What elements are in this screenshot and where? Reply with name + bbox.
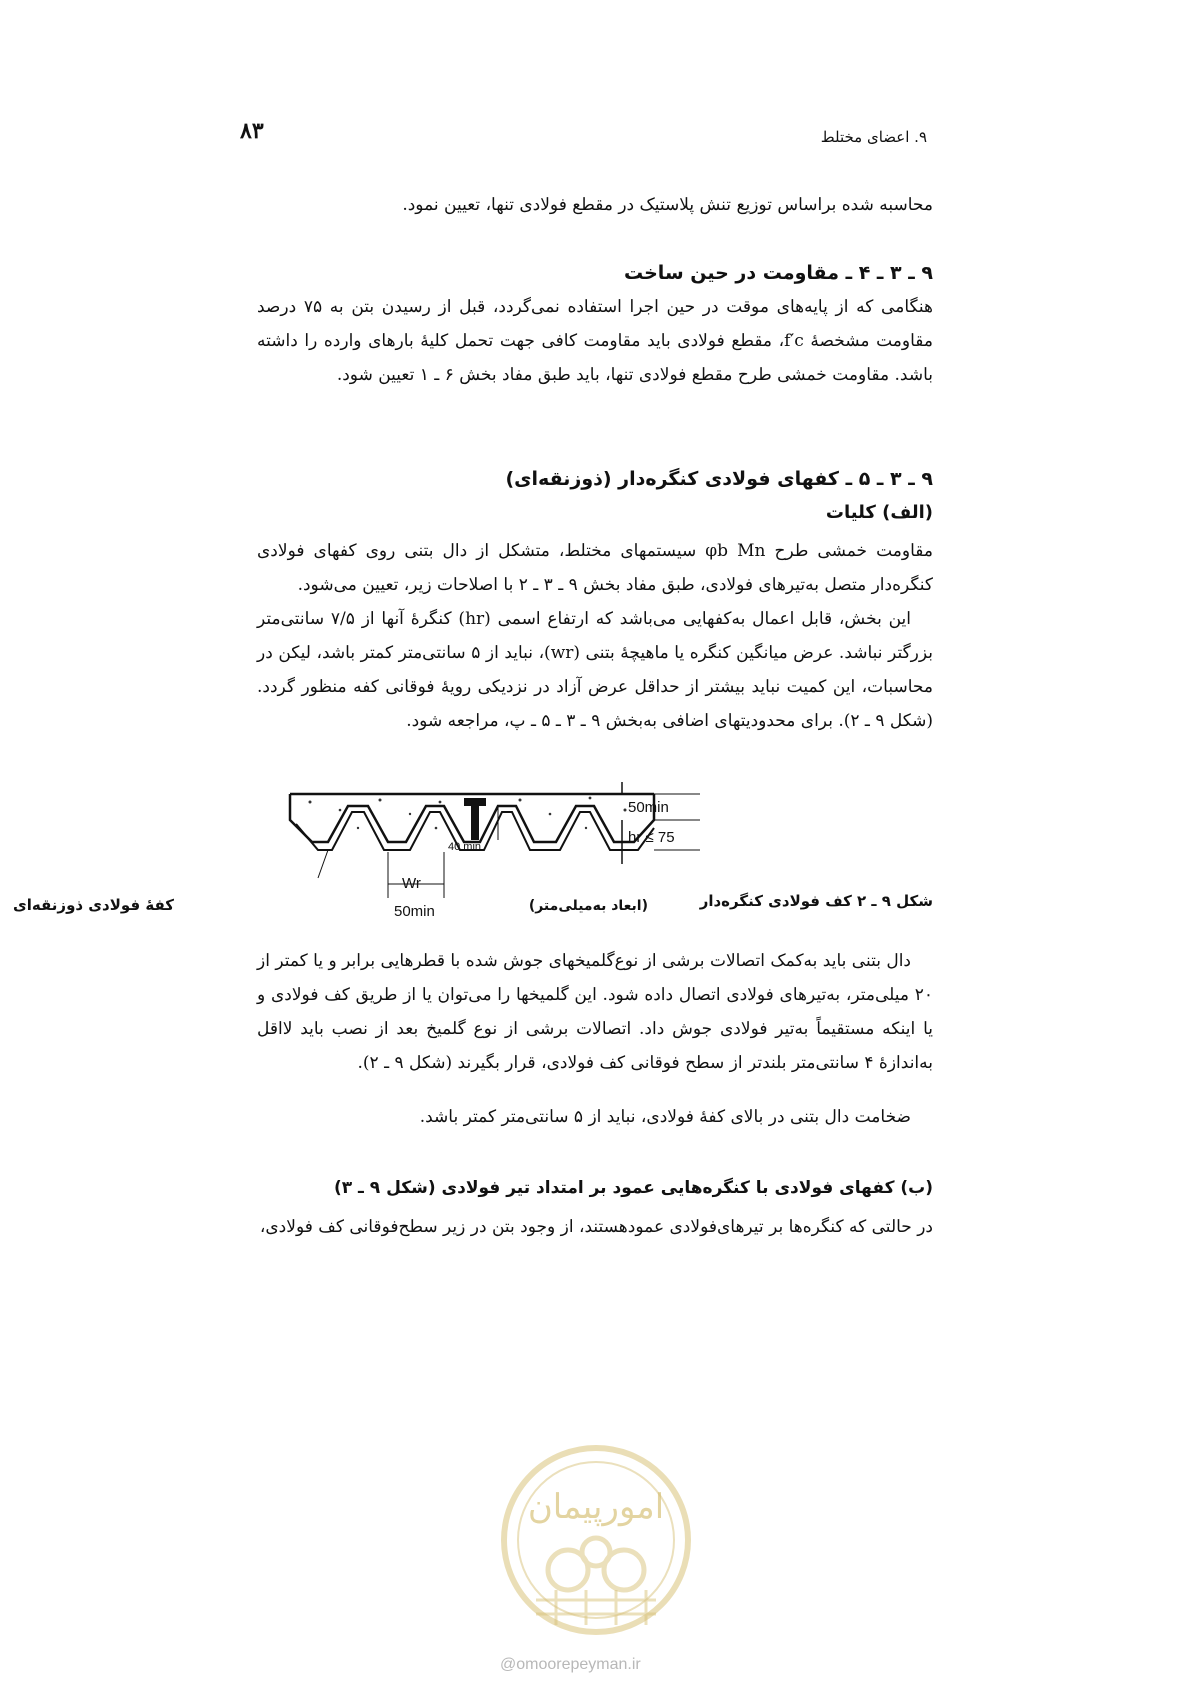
gear-icon	[548, 1538, 644, 1590]
subsection-a-paragraph-2: این بخش، قابل اعمال به‌کفهایی می‌باشد که ارتفاع اسمی (hr) کنگرهٔ آنها از ۷/۵ سانتی‌متر بزرگتر نباشد. عرض میانگین کنگره یا ماهیچهٔ بتنی (wr)، نباید از ۵ سانتی‌متر کمتر باشد، لیکن در محاسبات، این کمیت نباید بیشتر از حداقل عرض آزاد در نزدیکی رویهٔ فوقانی کفه منظور گردد. (شکل ۹ ـ ۲). برای محدودیتهای اضافی به‌بخش ۹ ـ ۳ ـ ۵ ـ پ، مراجعه شود.	[257, 609, 933, 731]
subsection-b-paragraph-1: در حالتی که کنگره‌ها بر تیرهای‌فولادی عمودهستند، از وجود بتن در زیر سطح‌فوقانی کف فولادی،	[259, 1217, 933, 1237]
subsection-heading-b: (ب) کفهای فولادی با کنگره‌هایی عمود بر امتداد تیر فولادی (شکل ۹ ـ ۳)	[333, 1178, 933, 1198]
watermark-url: @omoorepeyman.ir	[500, 1656, 641, 1673]
section-heading-9-3-5: ۹ ـ ۳ ـ ۵ ـ کفهای فولادی کنگره‌دار (ذوزنقه‌ای)	[505, 468, 933, 490]
section-9-3-4-body: هنگامی که از پایه‌های موقت در حین اجرا استفاده نمی‌گردد، قبل از رسیدن بتن به ۷۵ درصد مقاومت مشخصهٔ f′c، مقطع فولادی باید مقاومت کافی جهت تحمل کلیهٔ بارهای وارده را داشته باشد. مقاومت خمشی طرح مقطع فولادی تنها، باید طبق مفاد بخش ۶ ـ ۱ تعیین شود.	[257, 297, 933, 385]
stud-shank	[471, 806, 479, 840]
page-number: ۸۳	[240, 118, 264, 144]
dim-wr-label: Wr	[402, 875, 421, 892]
subsection-a-paragraph-3: دال بتنی باید به‌کمک اتصالات برشی از نوع‌گلمیخهای جوش شده با قطرهایی برابر و یا کمتر از ۲۰ میلی‌متر، به‌تیرهای فولادی اتصال داده شود. این گلمیخها را می‌توان یا از طریق کف فولادی و یا اینکه مستقیماً به‌تیر فولادی جوش داد. اتصالات برشی از نوع گلمیخ بعد از نصب باید لااقل به‌اندازهٔ ۴ سانتی‌متر بلندتر از سطح فوقانی کف فولادی، قرار بگیرند (شکل ۹ ـ ۲).	[257, 951, 933, 1073]
intro-paragraph: محاسبه شده براساس توزیع تنش پلاستیک در مقطع فولادی تنها، تعیین نمود.	[402, 195, 933, 215]
figure-label-deck: کفهٔ فولادی ذوزنقه‌ای	[13, 896, 174, 914]
subsection-a-paragraph-1: مقاومت خمشی طرح φb Mn سیستمهای مختلط، متشکل از دال بتنی روی کفهای فولادی کنگره‌دار متصل به‌تیرهای فولادی، طبق مفاد بخش ۹ ـ ۳ ـ ۲ با اصلاحات زیر، تعیین می‌شود.	[257, 541, 933, 595]
running-head: ۹. اعضای مختلط	[820, 128, 927, 146]
dim-wr-min-label: 50min	[394, 903, 435, 920]
watermark-logo-text: امورپیمان	[527, 1487, 665, 1527]
subsection-heading-a: (الف) کلیات	[825, 502, 933, 523]
figure-caption: شکل ۹ ـ ۲ کف فولادی کنگره‌دار	[699, 892, 933, 910]
stud-head	[464, 798, 486, 806]
section-heading-9-3-4: ۹ ـ ۳ ـ ۴ ـ مقاومت در حین ساخت	[624, 262, 933, 284]
dim-hr-label: hr ≤ 75	[628, 829, 675, 846]
watermark-seal	[496, 1440, 696, 1650]
watermark-logo	[496, 1440, 696, 1650]
dim-slab-label: 50min	[628, 799, 669, 816]
subsection-a-paragraph-4: ضخامت دال بتنی در بالای کفهٔ فولادی، نباید از ۵ سانتی‌متر کمتر باشد.	[419, 1107, 911, 1127]
dim-stud-label: 40 min	[448, 841, 482, 853]
figure-label-units: (ابعاد به‌میلی‌متر)	[528, 898, 648, 914]
